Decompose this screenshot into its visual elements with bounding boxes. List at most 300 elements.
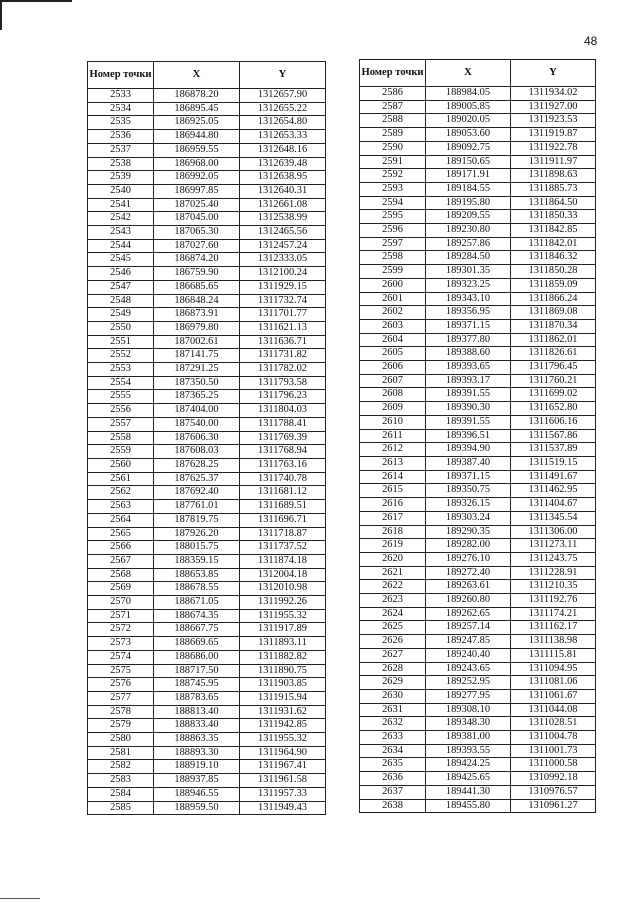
table-row <box>360 498 596 512</box>
x-cell: 189243.65 <box>426 662 511 676</box>
y-cell: 1312639.48 <box>240 157 326 171</box>
x-cell: 189005.85 <box>426 100 511 114</box>
table-row <box>88 349 326 363</box>
point-number-cell: 2600 <box>360 278 426 292</box>
table-row <box>360 182 596 196</box>
point-number-cell: 2538 <box>88 157 154 171</box>
point-number-cell: 2594 <box>360 196 426 210</box>
x-cell: 186874.20 <box>154 253 240 267</box>
table-row <box>88 678 326 692</box>
table-row <box>88 664 326 678</box>
point-number-cell: 2574 <box>88 650 154 664</box>
point-number-cell: 2577 <box>88 691 154 705</box>
point-number-cell: 2625 <box>360 621 426 635</box>
table-row <box>88 116 326 130</box>
y-cell: 1311732.74 <box>240 294 326 308</box>
point-number-cell: 2634 <box>360 744 426 758</box>
table-row <box>88 253 326 267</box>
x-cell: 189262.65 <box>426 607 511 621</box>
x-cell: 187606.30 <box>154 431 240 445</box>
x-cell: 188833.40 <box>154 719 240 733</box>
table-row <box>88 458 326 472</box>
table-row <box>88 102 326 116</box>
point-number-cell: 2629 <box>360 676 426 690</box>
table-row <box>88 787 326 801</box>
point-number-cell: 2567 <box>88 554 154 568</box>
y-cell: 1311874.18 <box>240 554 326 568</box>
y-cell: 1312661.08 <box>240 198 326 212</box>
point-number-cell: 2586 <box>360 87 426 101</box>
x-cell: 189284.50 <box>426 251 511 265</box>
table-row <box>88 321 326 335</box>
point-number-cell: 2603 <box>360 319 426 333</box>
x-cell: 187404.00 <box>154 404 240 418</box>
x-cell: 189171.91 <box>426 169 511 183</box>
table-row <box>360 566 596 580</box>
table-row <box>88 705 326 719</box>
point-number-cell: 2596 <box>360 224 426 238</box>
point-number-cell: 2632 <box>360 717 426 731</box>
y-cell: 1311760.21 <box>511 374 596 388</box>
x-cell: 187761.01 <box>154 500 240 514</box>
y-cell: 1311850.28 <box>511 265 596 279</box>
point-number-cell: 2553 <box>88 363 154 377</box>
table-row <box>360 484 596 498</box>
y-cell: 1311862.01 <box>511 333 596 347</box>
table-row <box>360 128 596 142</box>
x-cell: 189391.55 <box>426 415 511 429</box>
table-row <box>360 607 596 621</box>
point-number-cell: 2627 <box>360 648 426 662</box>
y-cell: 1311934.02 <box>511 87 596 101</box>
y-cell: 1311929.15 <box>240 280 326 294</box>
table-row <box>88 157 326 171</box>
point-number-cell: 2612 <box>360 443 426 457</box>
y-cell: 1311243.75 <box>511 552 596 566</box>
x-cell: 187025.40 <box>154 198 240 212</box>
point-number-cell: 2541 <box>88 198 154 212</box>
table-row <box>88 541 326 555</box>
table-row <box>88 691 326 705</box>
point-number-cell: 2547 <box>88 280 154 294</box>
point-number-cell: 2554 <box>88 376 154 390</box>
point-number-cell: 2565 <box>88 527 154 541</box>
x-cell: 189230.80 <box>426 224 511 238</box>
point-number-cell: 2618 <box>360 525 426 539</box>
x-cell: 186925.05 <box>154 116 240 130</box>
table-row <box>88 637 326 651</box>
x-cell: 186997.85 <box>154 184 240 198</box>
x-cell: 186848.24 <box>154 294 240 308</box>
x-cell: 187065.30 <box>154 226 240 240</box>
y-cell: 1311044.08 <box>511 703 596 717</box>
x-cell: 188674.35 <box>154 609 240 623</box>
table-row <box>88 171 326 185</box>
table-row <box>360 470 596 484</box>
x-cell: 189195.80 <box>426 196 511 210</box>
header-point-number: Номер точки <box>88 62 154 89</box>
x-cell: 188959.50 <box>154 801 240 815</box>
table-row <box>88 527 326 541</box>
x-cell: 186873.91 <box>154 308 240 322</box>
y-cell: 1311804.03 <box>240 404 326 418</box>
table-row <box>360 251 596 265</box>
x-cell: 189350.75 <box>426 484 511 498</box>
y-cell: 1311094.95 <box>511 662 596 676</box>
point-number-cell: 2633 <box>360 731 426 745</box>
point-number-cell: 2548 <box>88 294 154 308</box>
y-cell: 1310992.18 <box>511 772 596 786</box>
point-number-cell: 2552 <box>88 349 154 363</box>
point-number-cell: 2584 <box>88 787 154 801</box>
x-cell: 188671.05 <box>154 596 240 610</box>
x-cell: 187027.60 <box>154 239 240 253</box>
x-cell: 189276.10 <box>426 552 511 566</box>
table-row <box>88 198 326 212</box>
point-number-cell: 2611 <box>360 429 426 443</box>
table-row <box>88 445 326 459</box>
x-cell: 189020.05 <box>426 114 511 128</box>
y-cell: 1311696.71 <box>240 513 326 527</box>
x-cell: 189257.86 <box>426 237 511 251</box>
table-row <box>88 733 326 747</box>
point-number-cell: 2556 <box>88 404 154 418</box>
point-number-cell: 2610 <box>360 415 426 429</box>
table-row <box>360 676 596 690</box>
x-cell: 189356.95 <box>426 306 511 320</box>
table-row <box>360 388 596 402</box>
point-number-cell: 2534 <box>88 102 154 116</box>
x-cell: 189240.40 <box>426 648 511 662</box>
x-cell: 189272.40 <box>426 566 511 580</box>
x-cell: 188678.55 <box>154 582 240 596</box>
header-y: Y <box>240 62 326 89</box>
y-cell: 1311606.16 <box>511 415 596 429</box>
x-cell: 188946.55 <box>154 787 240 801</box>
x-cell: 188015.75 <box>154 541 240 555</box>
y-cell: 1311681.12 <box>240 486 326 500</box>
point-number-cell: 2569 <box>88 582 154 596</box>
table-row <box>360 278 596 292</box>
x-cell: 189282.00 <box>426 539 511 553</box>
x-cell: 188937.85 <box>154 774 240 788</box>
scan-mark-bottom <box>0 898 40 899</box>
y-cell: 1311942.85 <box>240 719 326 733</box>
table-row <box>360 292 596 306</box>
y-cell: 1311028.51 <box>511 717 596 731</box>
y-cell: 1312640.31 <box>240 184 326 198</box>
point-number-cell: 2585 <box>88 801 154 815</box>
x-cell: 188919.10 <box>154 760 240 774</box>
x-cell: 188653.85 <box>154 568 240 582</box>
y-cell: 1312653.33 <box>240 130 326 144</box>
point-number-cell: 2571 <box>88 609 154 623</box>
x-cell: 189343.10 <box>426 292 511 306</box>
y-cell: 1311731.82 <box>240 349 326 363</box>
point-number-cell: 2609 <box>360 402 426 416</box>
x-cell: 188359.15 <box>154 554 240 568</box>
point-number-cell: 2588 <box>360 114 426 128</box>
y-cell: 1311796.23 <box>240 390 326 404</box>
table-row <box>360 594 596 608</box>
point-number-cell: 2626 <box>360 635 426 649</box>
x-cell: 189393.17 <box>426 374 511 388</box>
y-cell: 1311882.82 <box>240 650 326 664</box>
x-cell: 189424.25 <box>426 758 511 772</box>
y-cell: 1311763.16 <box>240 458 326 472</box>
table-row <box>88 280 326 294</box>
point-number-cell: 2533 <box>88 89 154 103</box>
point-number-cell: 2537 <box>88 143 154 157</box>
table-row <box>360 402 596 416</box>
x-cell: 186979.80 <box>154 321 240 335</box>
x-cell: 189290.35 <box>426 525 511 539</box>
x-cell: 188686.00 <box>154 650 240 664</box>
point-number-cell: 2544 <box>88 239 154 253</box>
table-row <box>360 169 596 183</box>
header-y: Y <box>511 60 596 87</box>
point-number-cell: 2628 <box>360 662 426 676</box>
point-number-cell: 2572 <box>88 623 154 637</box>
point-number-cell: 2615 <box>360 484 426 498</box>
point-number-cell: 2601 <box>360 292 426 306</box>
table-row <box>360 621 596 635</box>
table-row <box>360 456 596 470</box>
y-cell: 1311903.85 <box>240 678 326 692</box>
y-cell: 1311345.54 <box>511 511 596 525</box>
table-row <box>360 306 596 320</box>
table-row <box>360 511 596 525</box>
point-number-cell: 2590 <box>360 141 426 155</box>
y-cell: 1311967.41 <box>240 760 326 774</box>
point-number-cell: 2591 <box>360 155 426 169</box>
point-number-cell: 2561 <box>88 472 154 486</box>
table-row <box>360 785 596 799</box>
header-x: X <box>426 60 511 87</box>
x-cell: 186759.90 <box>154 267 240 281</box>
table-row <box>88 500 326 514</box>
table-row <box>360 196 596 210</box>
x-cell: 186895.45 <box>154 102 240 116</box>
y-cell: 1312657.90 <box>240 89 326 103</box>
header-point-number: Номер точки <box>360 60 426 87</box>
table-row <box>88 719 326 733</box>
y-cell: 1312333.05 <box>240 253 326 267</box>
y-cell: 1311001.73 <box>511 744 596 758</box>
x-cell: 189371.15 <box>426 470 511 484</box>
point-number-cell: 2593 <box>360 182 426 196</box>
x-cell: 186685.65 <box>154 280 240 294</box>
x-cell: 189053.60 <box>426 128 511 142</box>
point-number-cell: 2559 <box>88 445 154 459</box>
x-cell: 187045.00 <box>154 212 240 226</box>
point-number-cell: 2616 <box>360 498 426 512</box>
table-row <box>88 294 326 308</box>
y-cell: 1311885.73 <box>511 182 596 196</box>
y-cell: 1311138.98 <box>511 635 596 649</box>
point-number-cell: 2545 <box>88 253 154 267</box>
table-row <box>360 552 596 566</box>
x-cell: 187926.20 <box>154 527 240 541</box>
y-cell: 1311826.61 <box>511 347 596 361</box>
point-number-cell: 2535 <box>88 116 154 130</box>
y-cell: 1312538.99 <box>240 212 326 226</box>
point-number-cell: 2546 <box>88 267 154 281</box>
y-cell: 1311917.89 <box>240 623 326 637</box>
table-row <box>88 431 326 445</box>
y-cell: 1311769.39 <box>240 431 326 445</box>
x-cell: 189377.80 <box>426 333 511 347</box>
y-cell: 1311228.91 <box>511 566 596 580</box>
table-row <box>360 717 596 731</box>
point-number-cell: 2566 <box>88 541 154 555</box>
y-cell: 1311890.75 <box>240 664 326 678</box>
y-cell: 1311061.67 <box>511 689 596 703</box>
y-cell: 1311636.71 <box>240 335 326 349</box>
point-number-cell: 2605 <box>360 347 426 361</box>
y-cell: 1311788.41 <box>240 417 326 431</box>
y-cell: 1311955.32 <box>240 609 326 623</box>
y-cell: 1312648.16 <box>240 143 326 157</box>
y-cell: 1311866.24 <box>511 292 596 306</box>
coordinates-table-left <box>87 61 326 815</box>
point-number-cell: 2539 <box>88 171 154 185</box>
point-number-cell: 2607 <box>360 374 426 388</box>
x-cell: 189393.55 <box>426 744 511 758</box>
table-row <box>88 363 326 377</box>
table-row <box>88 417 326 431</box>
x-cell: 189209.55 <box>426 210 511 224</box>
y-cell: 1311537.89 <box>511 443 596 457</box>
x-cell: 186878.20 <box>154 89 240 103</box>
x-cell: 189247.85 <box>426 635 511 649</box>
table-row <box>88 390 326 404</box>
x-cell: 189252.95 <box>426 676 511 690</box>
x-cell: 187819.75 <box>154 513 240 527</box>
point-number-cell: 2560 <box>88 458 154 472</box>
table-row <box>360 744 596 758</box>
scan-mark-top <box>0 0 72 2</box>
table-row <box>88 609 326 623</box>
y-cell: 1311859.09 <box>511 278 596 292</box>
table-row <box>88 760 326 774</box>
point-number-cell: 2579 <box>88 719 154 733</box>
point-number-cell: 2575 <box>88 664 154 678</box>
point-number-cell: 2557 <box>88 417 154 431</box>
y-cell: 1312004.18 <box>240 568 326 582</box>
y-cell: 1311961.58 <box>240 774 326 788</box>
x-cell: 189303.24 <box>426 511 511 525</box>
y-cell: 1311922.78 <box>511 141 596 155</box>
y-cell: 1311652.80 <box>511 402 596 416</box>
y-cell: 1311174.21 <box>511 607 596 621</box>
point-number-cell: 2638 <box>360 799 426 813</box>
x-cell: 187141.75 <box>154 349 240 363</box>
y-cell: 1312100.24 <box>240 267 326 281</box>
point-number-cell: 2576 <box>88 678 154 692</box>
point-number-cell: 2550 <box>88 321 154 335</box>
x-cell: 189441.30 <box>426 785 511 799</box>
y-cell: 1310961.27 <box>511 799 596 813</box>
table-row <box>88 143 326 157</box>
table-row <box>88 267 326 281</box>
y-cell: 1311768.94 <box>240 445 326 459</box>
point-number-cell: 2598 <box>360 251 426 265</box>
scan-mark-left <box>0 0 2 30</box>
y-cell: 1311491.67 <box>511 470 596 484</box>
x-cell: 189390.30 <box>426 402 511 416</box>
y-cell: 1311931.62 <box>240 705 326 719</box>
x-cell: 189301.35 <box>426 265 511 279</box>
table-row <box>360 731 596 745</box>
y-cell: 1312654.80 <box>240 116 326 130</box>
x-cell: 188783.65 <box>154 691 240 705</box>
x-cell: 188667.75 <box>154 623 240 637</box>
x-cell: 189184.55 <box>426 182 511 196</box>
point-number-cell: 2555 <box>88 390 154 404</box>
point-number-cell: 2597 <box>360 237 426 251</box>
table-row <box>360 347 596 361</box>
y-cell: 1311740.78 <box>240 472 326 486</box>
x-cell: 186944.80 <box>154 130 240 144</box>
table-row <box>360 210 596 224</box>
point-number-cell: 2636 <box>360 772 426 786</box>
point-number-cell: 2563 <box>88 500 154 514</box>
table-row <box>88 774 326 788</box>
x-cell: 189348.30 <box>426 717 511 731</box>
point-number-cell: 2604 <box>360 333 426 347</box>
y-cell: 1311718.87 <box>240 527 326 541</box>
point-number-cell: 2587 <box>360 100 426 114</box>
y-cell: 1311004.78 <box>511 731 596 745</box>
y-cell: 1311864.50 <box>511 196 596 210</box>
x-cell: 189257.14 <box>426 621 511 635</box>
y-cell: 1310976.57 <box>511 785 596 799</box>
y-cell: 1311927.00 <box>511 100 596 114</box>
point-number-cell: 2613 <box>360 456 426 470</box>
table-row <box>360 100 596 114</box>
table-row <box>360 525 596 539</box>
y-cell: 1311964.90 <box>240 746 326 760</box>
x-cell: 189323.25 <box>426 278 511 292</box>
point-number-cell: 2540 <box>88 184 154 198</box>
table-row <box>360 429 596 443</box>
table-row <box>360 689 596 703</box>
x-cell: 189277.95 <box>426 689 511 703</box>
table-row <box>88 376 326 390</box>
y-cell: 1311162.17 <box>511 621 596 635</box>
point-number-cell: 2623 <box>360 594 426 608</box>
table-row <box>88 130 326 144</box>
x-cell: 188863.35 <box>154 733 240 747</box>
point-number-cell: 2543 <box>88 226 154 240</box>
table-row <box>88 801 326 815</box>
y-cell: 1312638.95 <box>240 171 326 185</box>
table-row <box>360 635 596 649</box>
table-row <box>88 568 326 582</box>
x-cell: 189326.15 <box>426 498 511 512</box>
x-cell: 188669.65 <box>154 637 240 651</box>
x-cell: 187350.50 <box>154 376 240 390</box>
y-cell: 1311869.08 <box>511 306 596 320</box>
x-cell: 189150.65 <box>426 155 511 169</box>
table-row <box>88 89 326 103</box>
point-number-cell: 2558 <box>88 431 154 445</box>
y-cell: 1311404.67 <box>511 498 596 512</box>
y-cell: 1311793.58 <box>240 376 326 390</box>
x-cell: 188717.50 <box>154 664 240 678</box>
table-row <box>360 443 596 457</box>
